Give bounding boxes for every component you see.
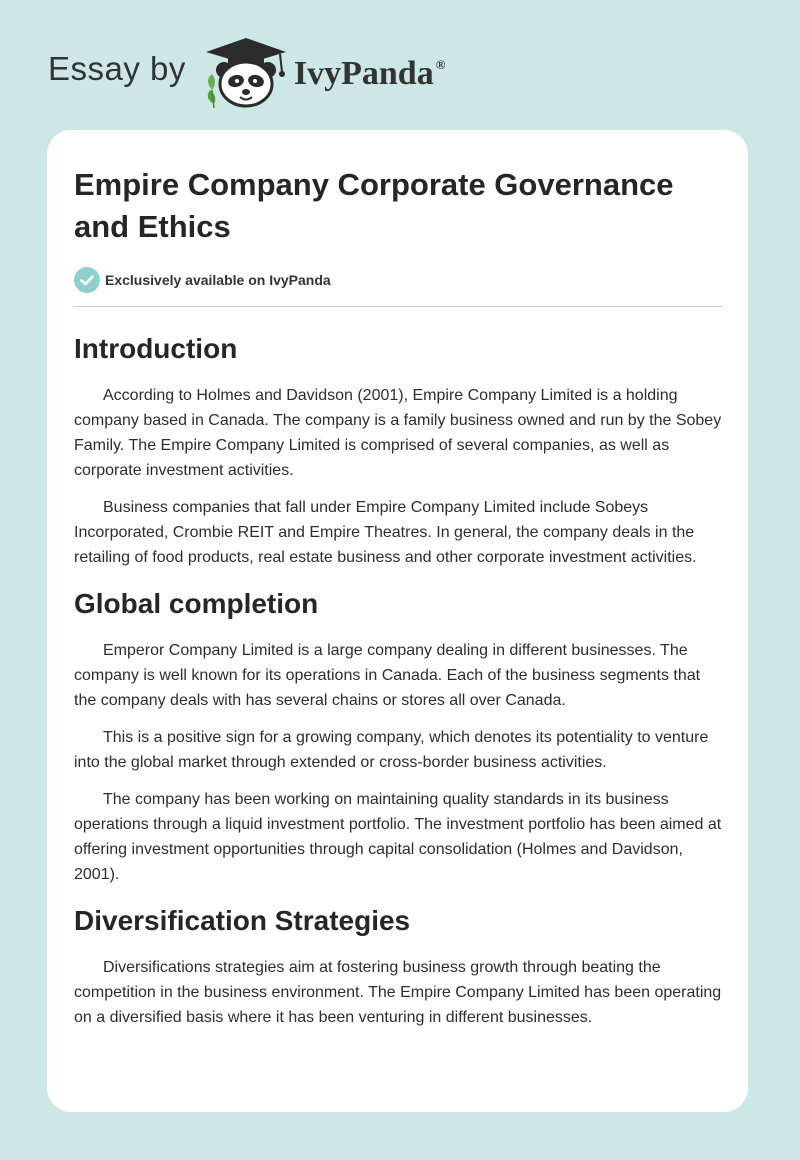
check-circle-icon bbox=[74, 267, 100, 293]
section-heading: Introduction bbox=[74, 333, 238, 364]
paragraph: Diversifications strategies aim at fostering business growth through beating the competition in the business environment. The Empire Company Limited has been operating on a diversified basis where it has been venturing in different businesses. bbox=[74, 959, 722, 1026]
section-heading: Global completion bbox=[74, 588, 319, 619]
paragraph: This is a positive sign for a growing company, which denotes its potentiality to venture into the global market through extended or cross-border business activities. bbox=[74, 729, 709, 771]
section-introduction bbox=[74, 329, 723, 570]
brand-name-text: IvyPanda bbox=[293, 55, 434, 92]
section-heading: Diversification Strategies bbox=[74, 905, 411, 936]
section-global-completion bbox=[74, 584, 723, 887]
section-diversification bbox=[74, 901, 723, 1030]
title-divider bbox=[74, 306, 723, 307]
brand-prefix: Essay by bbox=[48, 50, 186, 87]
brand-name bbox=[294, 55, 446, 93]
badge-label: Exclusively available on IvyPanda bbox=[105, 272, 331, 288]
essay-title: Empire Company Corporate Governance and Ethics bbox=[74, 167, 674, 244]
registered-mark: ® bbox=[435, 57, 446, 72]
brand-header[interactable] bbox=[48, 34, 445, 110]
paragraph: Business companies that fall under Empire Company Limited include Sobeys Incorporated, Crombie REIT and Empire Theatres. In general, the company deals in the retailing of food products, real estate business and other corporate investment activities. bbox=[74, 499, 697, 566]
panda-graduate-icon bbox=[200, 34, 292, 110]
paragraph: The company has been working on maintaining quality standards in its business operations through a liquid investment portfolio. The investment portfolio has been aimed at offering investment opportunities through capital consolidation (Holmes and Davidson, 2001). bbox=[74, 791, 722, 883]
exclusive-badge bbox=[74, 266, 723, 294]
paragraph: Emperor Company Limited is a large company dealing in different businesses. The company is well known for its operations in Canada. Each of the business segments that the company deals with has several chains or stores all over Canada. bbox=[74, 642, 701, 709]
essay-content bbox=[74, 164, 723, 1042]
paragraph: According to Holmes and Davidson (2001), Empire Company Limited is a holding company based in Canada. The company is a family business owned and run by the Sobey Family. The Empire Company Limited is comprised of several companies, as well as corporate investment activities. bbox=[74, 387, 722, 479]
essay-card bbox=[47, 130, 748, 1112]
